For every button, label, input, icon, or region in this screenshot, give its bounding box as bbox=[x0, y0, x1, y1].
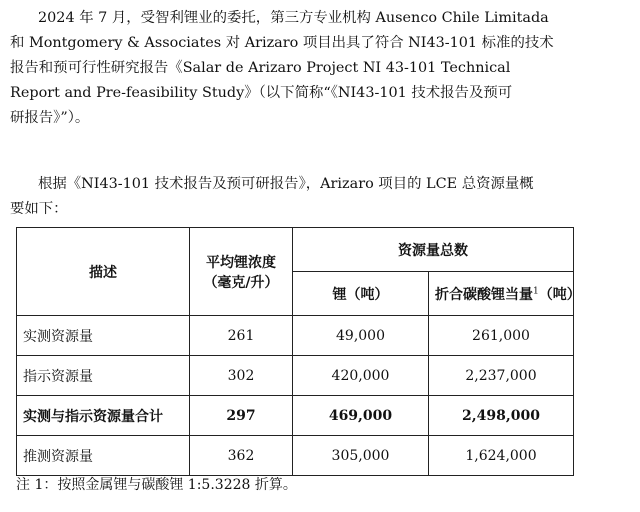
header-total-resources: 资源量总数 bbox=[293, 228, 574, 272]
paragraph-line: 和 Montgomery & Associates 对 Arizaro 项目出具了符合 NI43-101 标准的技术 bbox=[10, 35, 554, 51]
paragraph-line: 报告和预可行性研究报告《Salar de Arizaro Project NI 43-101 Technical bbox=[10, 60, 511, 76]
row-lithium: 469,000 bbox=[293, 396, 429, 436]
row-lithium: 420,000 bbox=[293, 356, 429, 396]
table-row bbox=[17, 316, 574, 356]
table-header-row bbox=[17, 228, 574, 272]
row-lithium: 305,000 bbox=[293, 436, 429, 476]
paragraph-line: 研报告》”）。 bbox=[10, 110, 90, 126]
paragraph-line: 根据《NI43-101 技术报告及预可研报告》，Arizaro 项目的 LCE 总资源量概 bbox=[38, 176, 534, 192]
row-lce: 2,498,000 bbox=[429, 396, 574, 436]
header-lce-suffix: （吨） bbox=[538, 286, 581, 303]
resource-table bbox=[16, 227, 581, 476]
row-lce: 261,000 bbox=[429, 316, 574, 356]
table-row-total bbox=[17, 396, 574, 436]
header-avg-concentration-unit: （毫克/升） bbox=[203, 274, 279, 291]
header-lithium: 锂（吨） bbox=[293, 272, 429, 316]
row-description: 指示资源量 bbox=[17, 356, 190, 396]
row-concentration: 297 bbox=[190, 396, 293, 436]
header-lce bbox=[429, 272, 581, 316]
header-avg-concentration bbox=[190, 228, 293, 316]
header-description: 描述 bbox=[17, 228, 190, 316]
table-row bbox=[17, 436, 574, 476]
table-row bbox=[17, 356, 574, 396]
intro-paragraph bbox=[10, 6, 634, 131]
footnote-marker: 1 bbox=[533, 285, 539, 296]
footnote: 注 1：按照金属锂与碳酸锂 1:5.3228 折算。 bbox=[16, 477, 297, 493]
header-lce-prefix: 折合碳酸锂当量 bbox=[435, 286, 533, 303]
row-lce: 2,237,000 bbox=[429, 356, 574, 396]
paragraph-line: 要如下： bbox=[10, 201, 68, 217]
paragraph-line: Report and Pre-feasibility Study》（以下简称“《NI43-101 技术报告及预可 bbox=[10, 85, 513, 101]
row-concentration: 302 bbox=[190, 356, 293, 396]
row-concentration: 261 bbox=[190, 316, 293, 356]
row-description: 实测资源量 bbox=[17, 316, 190, 356]
header-avg-concentration-label: 平均锂浓度 bbox=[206, 254, 276, 271]
row-description: 实测与指示资源量合计 bbox=[17, 396, 190, 436]
paragraph-line: 2024 年 7 月，受智利锂业的委托，第三方专业机构 Ausenco Chile Limitada bbox=[38, 10, 549, 26]
row-concentration: 362 bbox=[190, 436, 293, 476]
row-description: 推测资源量 bbox=[17, 436, 190, 476]
summary-paragraph bbox=[10, 172, 634, 222]
row-lithium: 49,000 bbox=[293, 316, 429, 356]
row-lce: 1,624,000 bbox=[429, 436, 574, 476]
